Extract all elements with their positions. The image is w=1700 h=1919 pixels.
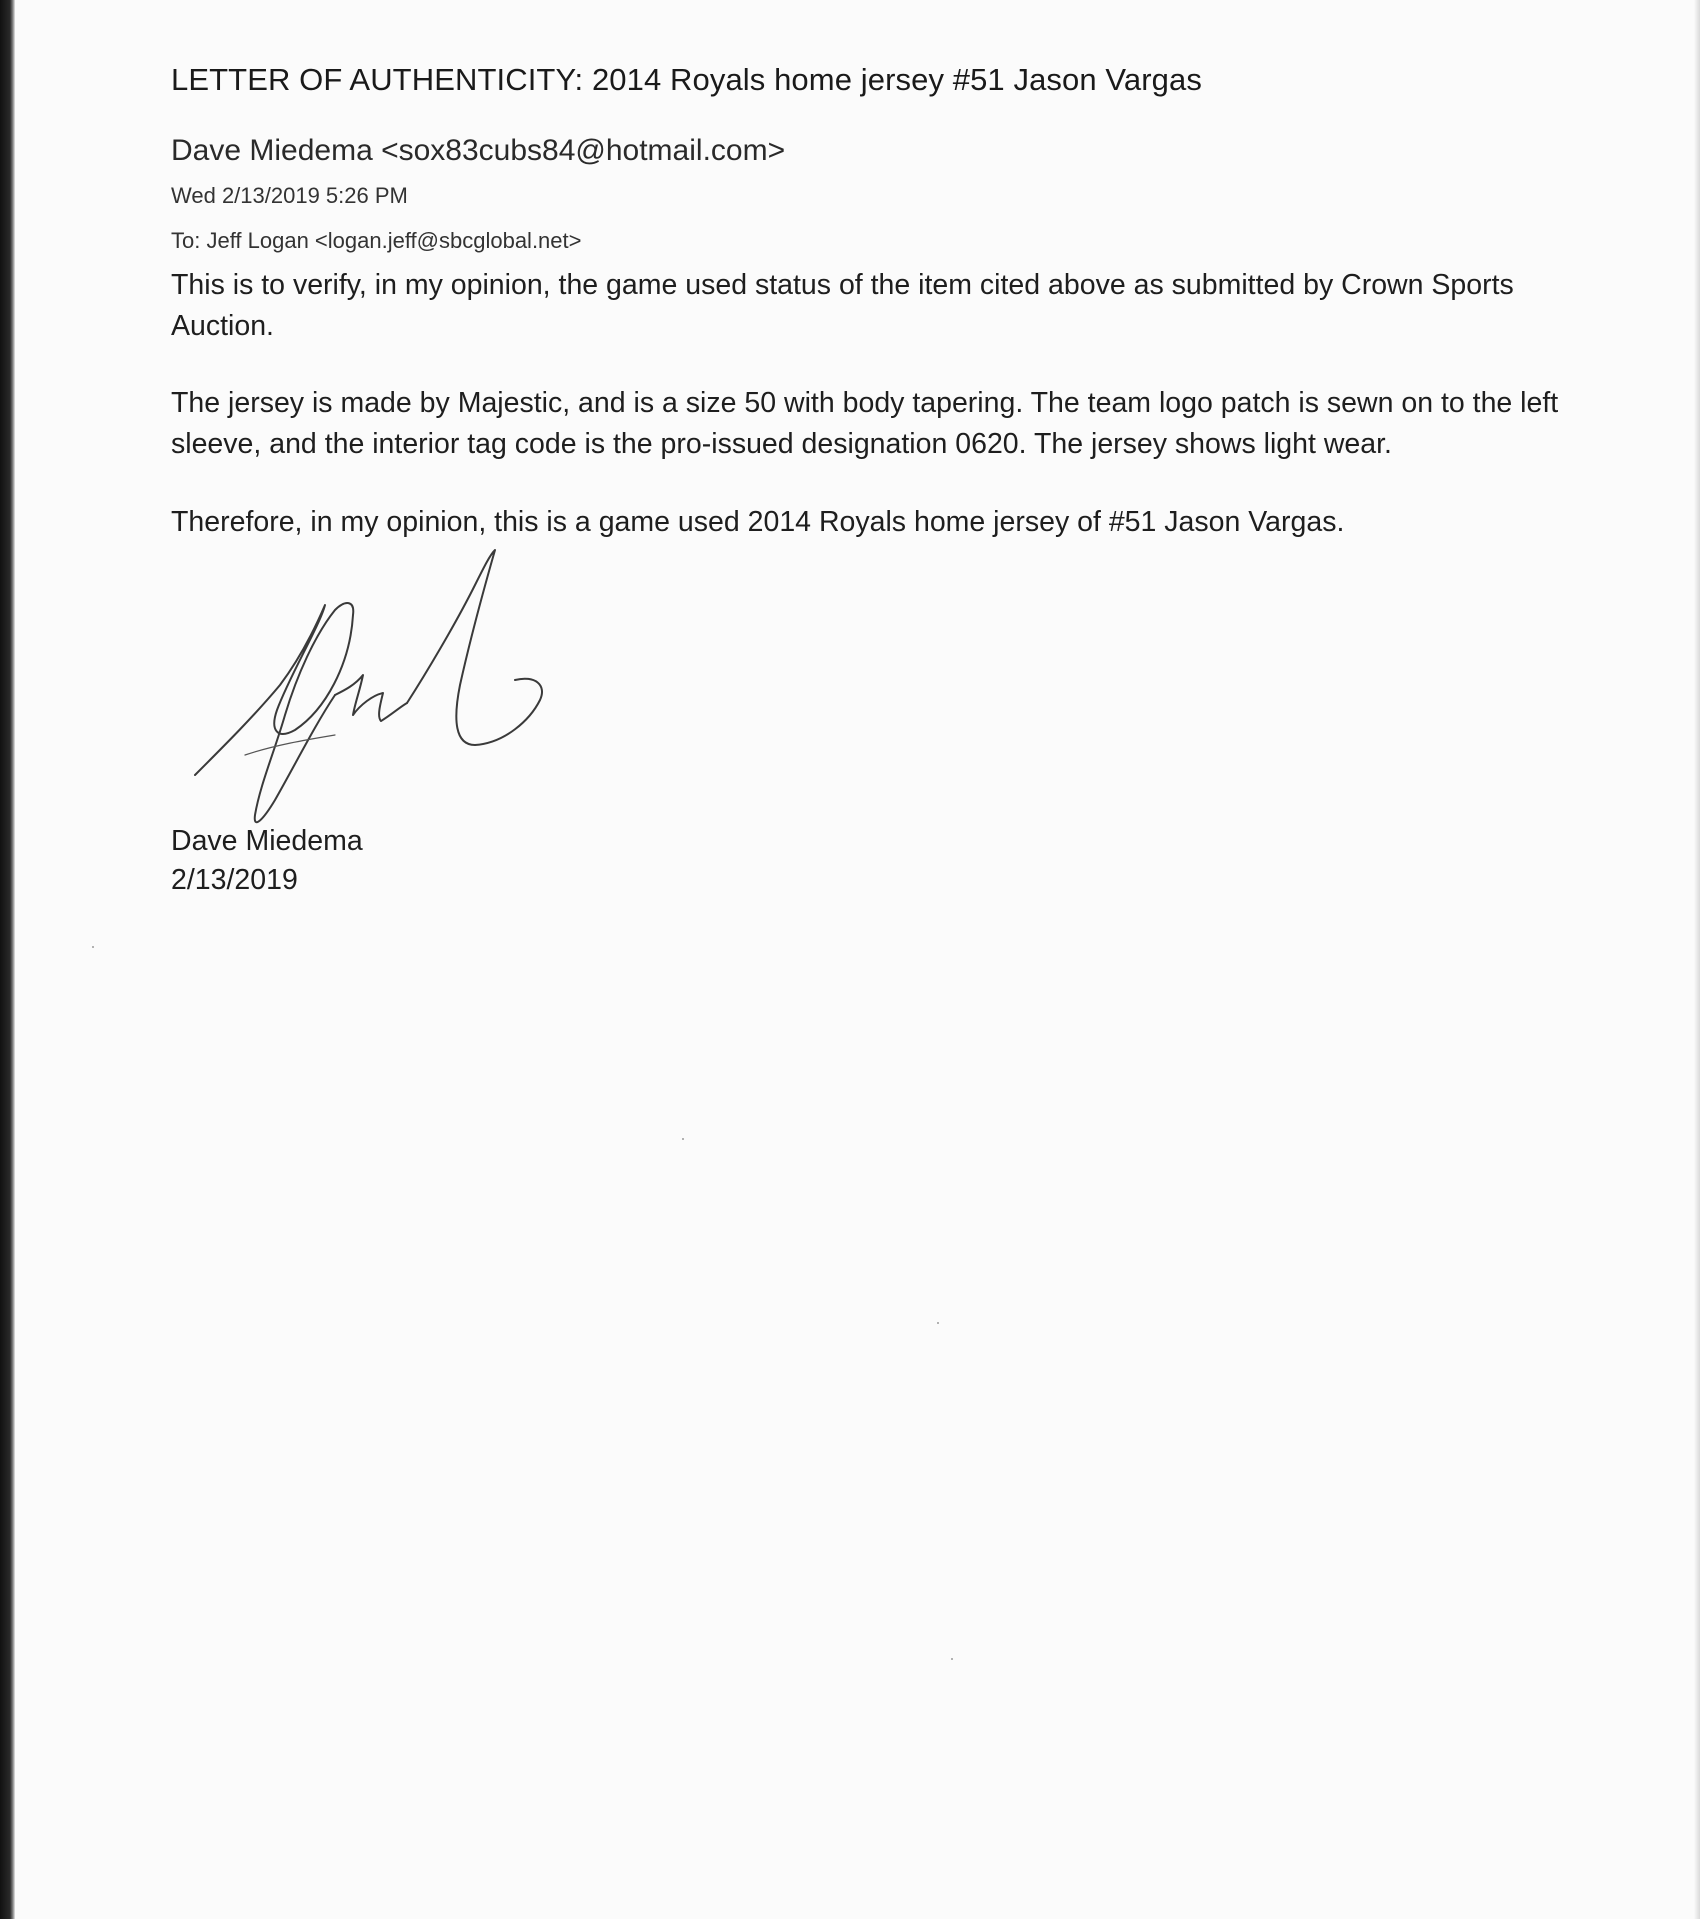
email-subject: LETTER OF AUTHENTICITY: 2014 Royals home jersey #51 Jason Vargas [171,62,1202,97]
signer-name: Dave Miedema [171,825,363,857]
email-recipient: To: Jeff Logan <logan.jeff@sbcglobal.net> [171,228,582,253]
letter-paragraph-description: The jersey is made by Majestic, and is a size 50 with body tapering. The team logo patch is sewn on to the left sleeve, and the interior tag code is the pro-issued designation 0620. The jersey shows light wear. [171,387,1559,460]
letter-paragraph-conclusion: Therefore, in my opinion, this is a game used 2014 Royals home jersey of #51 Jason Vargas. [171,506,1345,538]
scan-speck [951,1658,953,1660]
email-sender: Dave Miedema <sox83cubs84@hotmail.com> [171,134,786,167]
scan-speck [937,1322,939,1324]
scan-speck [682,1138,684,1140]
scan-shadow-edge [0,0,15,1919]
email-sent-date: Wed 2/13/2019 5:26 PM [171,183,408,208]
scan-speck [92,946,94,948]
letter-paragraph-verification: This is to verify, in my opinion, the game used status of the item cited above as submitted by Crown Sports Auction. [171,269,1514,342]
signature-date: 2/13/2019 [171,864,298,896]
scan-right-edge [1694,0,1700,1919]
handwritten-signature [185,545,645,845]
